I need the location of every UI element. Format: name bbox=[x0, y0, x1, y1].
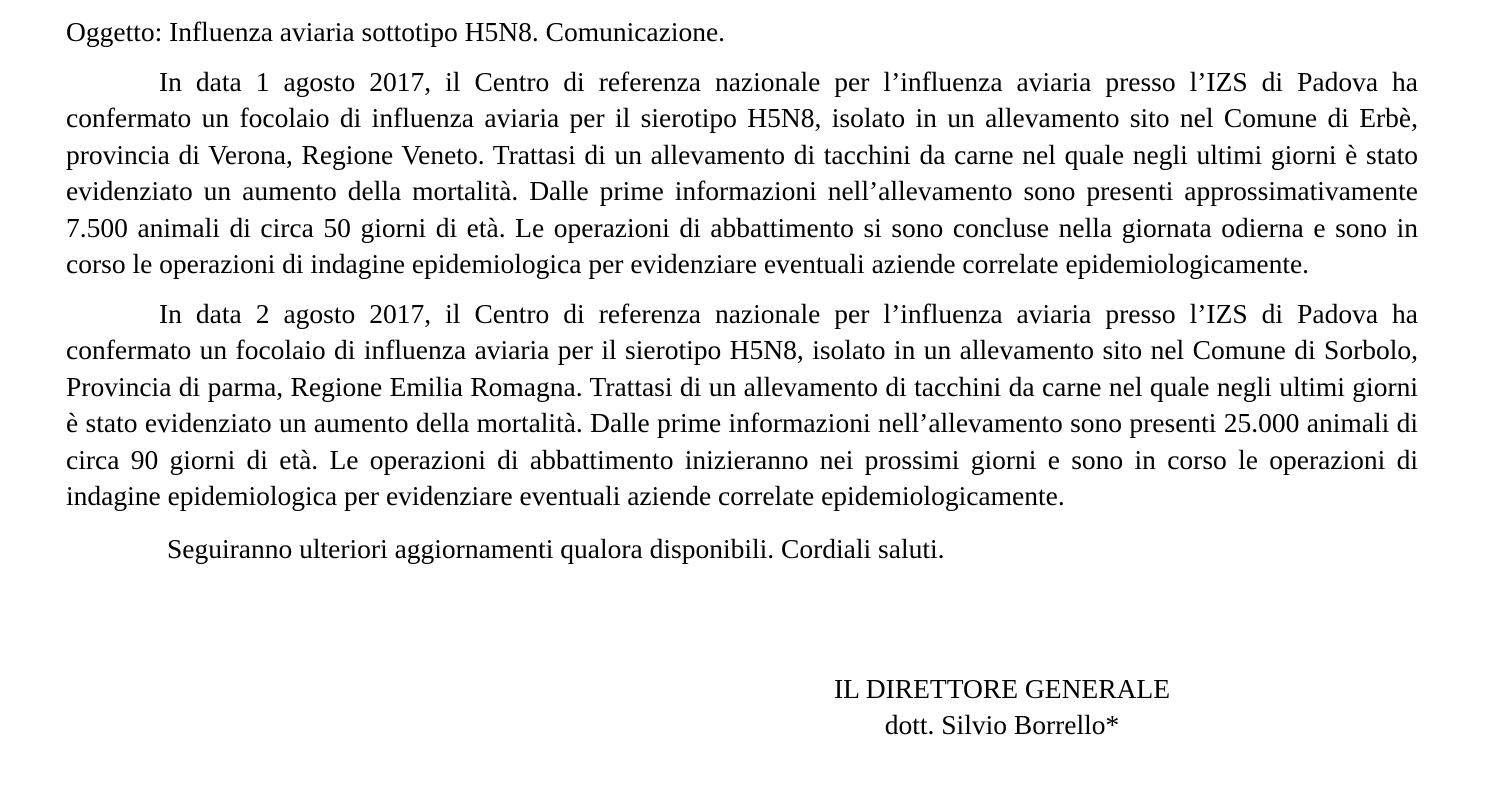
subject-line: Oggetto: Influenza aviaria sottotipo H5N8. Comunicazione. bbox=[66, 16, 726, 47]
signature-block bbox=[823, 671, 1181, 743]
signatory-title: IL DIRETTORE GENERALE bbox=[833, 673, 1171, 704]
paragraph-sorbolo-outbreak: In data 2 agosto 2017, il Centro di referenza nazionale per l’influenza aviaria presso l’IZS di Padova ha confermato un focolaio di influenza aviaria per il sierotipo H5N8, isolato in un allevamento sito nel Comune di Sorbolo, Provincia di parma, Regione Emilia Romagna. Trattasi di un allevamento di tacchini da carne nel quale negli ultimi giorni è stato evidenziato un aumento della mortalità. Dalle prime informazioni nell’allevamento sono presenti 25.000 animali di circa 90 giorni di età. Le operazioni di abbattimento inizieranno nei prossimi giorni e sono in corso le operazioni di indagine epidemiologica per evidenziare eventuali aziende correlate epidemiologicamente. bbox=[66, 297, 1418, 511]
closing-line: Seguiranno ulteriori aggiornamenti qualora disponibili. Cordiali saluti. bbox=[167, 532, 945, 564]
paragraph-erbe-outbreak: In data 1 agosto 2017, il Centro di referenza nazionale per l’influenza aviaria presso l’IZS di Padova ha confermato un focolaio di influenza aviaria per il sierotipo H5N8, isolato in un allevamento sito nel Comune di Erbè, provincia di Verona, Regione Veneto. Trattasi di un allevamento di tacchini da carne nel quale negli ultimi giorni è stato evidenziato un aumento della mortalità. Dalle prime informazioni nell’allevamento sono presenti approssimativamente 7.500 animali di circa 50 giorni di età. Le operazioni di abbattimento si sono concluse nella giornata odierna e sono in corso le operazioni di indagine epidemiologica per evidenziare eventuali aziende correlate epidemiologicamente. bbox=[66, 65, 1418, 279]
letter-body bbox=[66, 14, 1418, 567]
signatory-name: dott. Silvio Borrello* bbox=[884, 709, 1120, 740]
